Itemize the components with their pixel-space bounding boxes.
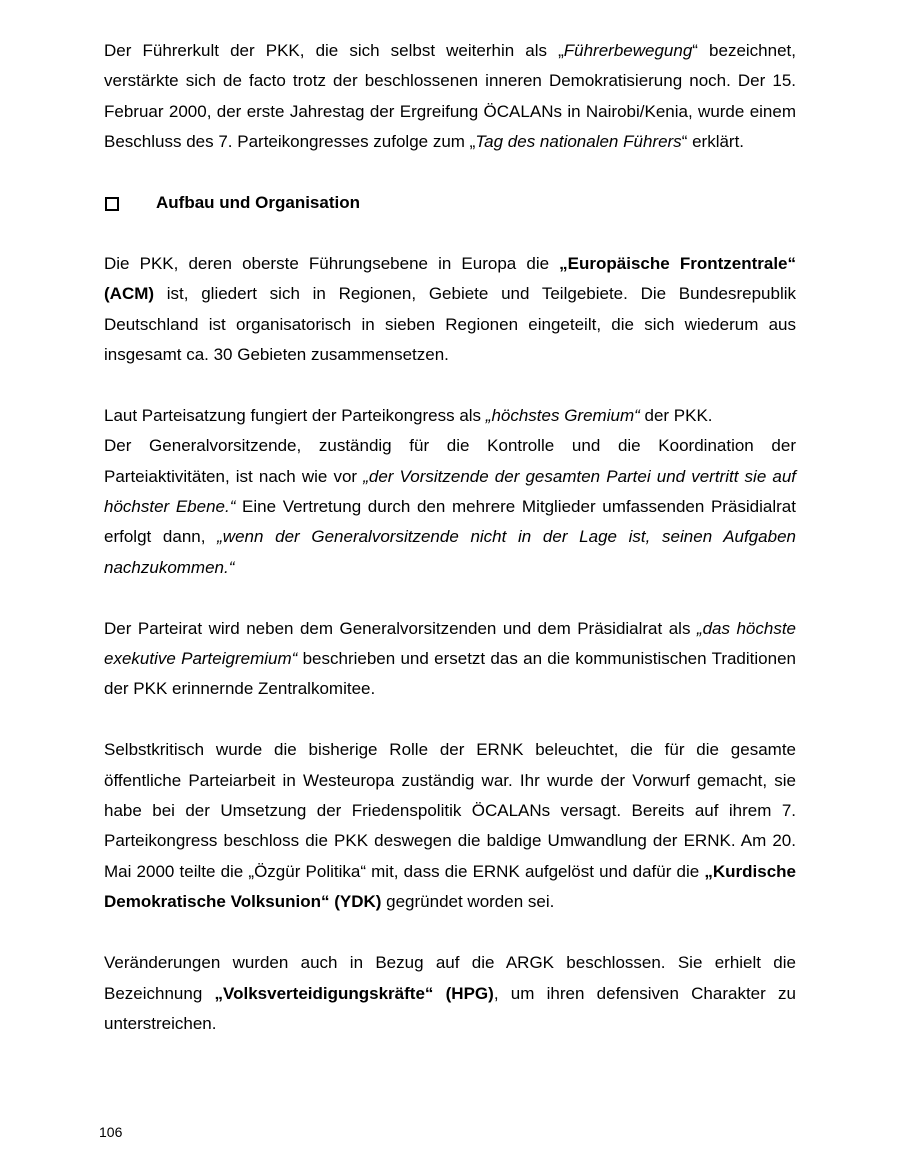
paragraph-acm: Die PKK, deren oberste Führungsebene in Europa die „Europäische Frontzentrale“ (ACM) ist, gliedert sich in Regionen, Gebiete und Teilgebiete. Die Bundesrepublik Deutschland ist organisatorisch in sieben Regionen eingeteilt, die sich wiederum aus insgesamt ca. 30 Gebieten zusammensetzen. [104,253,796,365]
paragraph-generalvorsitzende: Der Generalvorsitzende, zuständig für die Kontrolle und die Koordination der Parteiaktivitäten, ist nach wie vor „der Vorsitzende der gesamten Partei und vertritt sie auf höchster Ebene.“ Eine Vertretung durch den mehrere Mitglieder umfassenden Präsidialrat erfolgt dann, „wenn der Generalvorsitzende nicht in der Lage ist, seinen Aufgaben nachzukommen.“ [104,436,797,577]
paragraph-parteikongress: Laut Parteisatzung fungiert der Parteikongress als „höchstes Gremium“ der PKK. [104,405,713,425]
checkbox-bullet-icon [105,197,119,211]
paragraph-argk: Veränderungen wurden auch in Bezug auf die ARGK beschlossen. Sie erhielt die Bezeichnung „Volksverteidigungskräfte“ (HPG), um ihren defensiven Charakter zu unterstreichen. [104,953,796,1033]
paragraph-parteirat: Der Parteirat wird neben dem Generalvorsitzenden und dem Präsidialrat als „das höchste exekutive Parteigremium“ beschrieben und ersetzt das an die kommunistischen Traditionen der PKK erinnernde Zentralkomitee. [104,618,797,699]
paragraph-ernk: Selbstkritisch wurde die bisherige Rolle der ERNK beleuchtet, die für die gesamte öffentliche Parteiarbeit in Westeuropa zuständig war. Ihr wurde der Vorwurf gemacht, sie habe bei der Umsetzung der Friedenspolitik ÖCALANs versagt. Bereits auf ihrem 7. Parteikongress beschloss die PKK deswegen die baldige Umwandlung der ERNK. Am 20. Mai 2000 teilte die „Özgür Politika“ mit, dass die ERNK aufgelöst und dafür die „Kurdische Demokratische Volksunion“ (YDK) gegründet worden sei. [104,740,796,912]
page-number: 106 [99,1124,123,1140]
section-heading: Aufbau und Organisation [104,188,796,218]
document-body [104,36,796,1039]
paragraph-fuehrerkult: Der Führerkult der PKK, die sich selbst weiterhin als „Führerbewegung“ bezeichnet, verstärkte sich de facto trotz der beschlossenen inneren Demokratisierung noch. Der 15. Februar 2000, der erste Jahrestag der Ergreifung ÖCALANs in Nairobi/Kenia, wurde einem Beschluss des 7. Parteikongresses zufolge zum „Tag des nationalen Führers“ erklärt. [104,41,796,152]
